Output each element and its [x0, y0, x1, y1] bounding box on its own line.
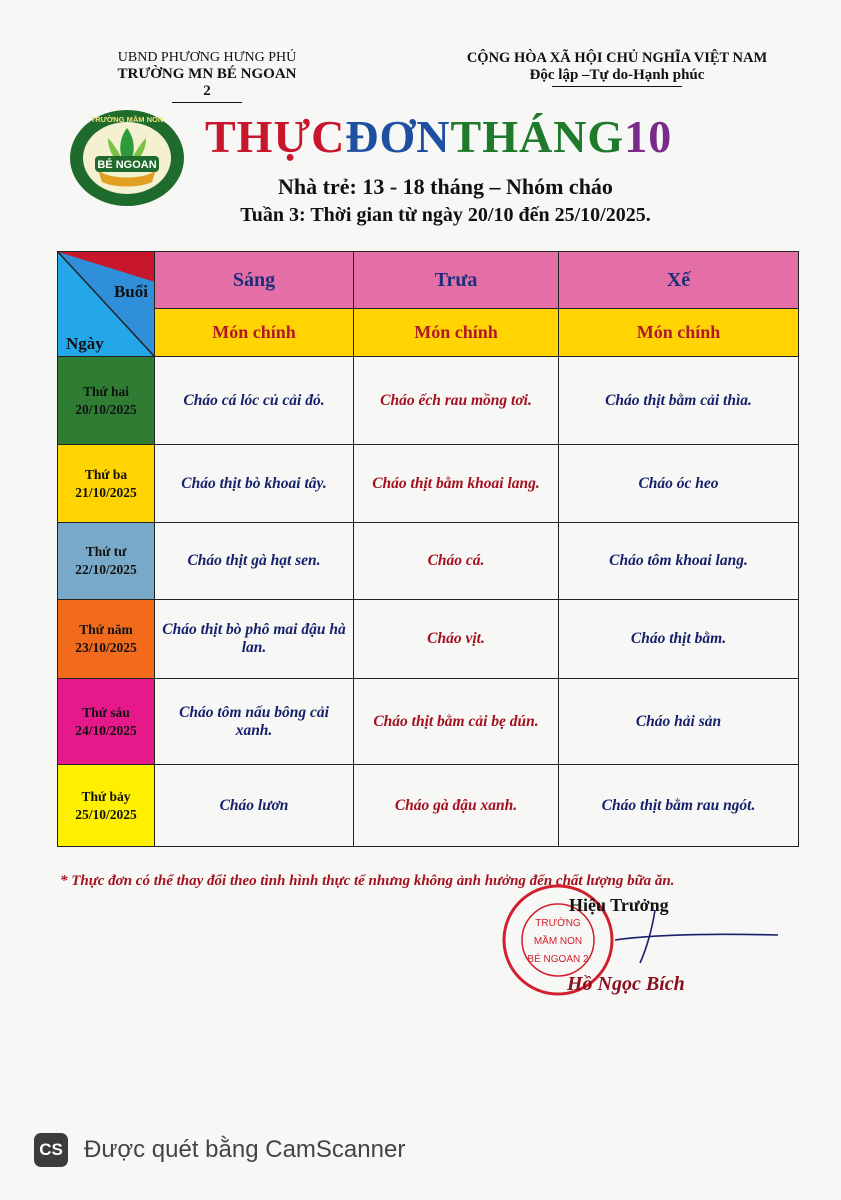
ward-name: UBND PHƯƠNG HƯNG PHÚ: [117, 50, 297, 65]
motto-divider: [552, 86, 682, 87]
noon-dish: Cháo cá.: [354, 523, 559, 600]
day-name: Thứ tư: [85, 544, 127, 559]
principal-title: Hiệu Trưởng: [569, 895, 669, 915]
corner-header: [58, 252, 155, 357]
afternoon-dish: Cháo óc heo: [559, 445, 799, 523]
noon-dish: Cháo thịt bằm khoai lang.: [354, 445, 559, 523]
camscanner-watermark: Được quét bằng CamScanner: [84, 1136, 406, 1163]
motto: Độc lập –Tự do-Hạnh phúc: [529, 67, 705, 83]
day-cell: [58, 600, 155, 679]
morning-dish: Cháo thịt bò phô mai đậu hà lan.: [155, 600, 354, 679]
afternoon-dish: Cháo thịt bằm.: [559, 600, 799, 679]
table-row: [58, 445, 799, 523]
day-axis-label: Ngày: [66, 334, 104, 353]
morning-dish: Cháo thịt bò khoai tây.: [155, 445, 354, 523]
school-name: TRƯỜNG MN BÉ NGOAN 2: [117, 66, 297, 99]
day-date: 24/10/2025: [75, 722, 137, 738]
table-row: [58, 523, 799, 600]
day-name: Thứ bảy: [81, 788, 131, 804]
country-name: CỘNG HÒA XÃ HỘI CHỦ NGHĨA VIỆT NAM: [466, 50, 768, 66]
week-range-subtitle: Tuần 3: Thời gian từ ngày 20/10 đến 25/10/2025.: [240, 204, 651, 226]
day-cell: [58, 357, 155, 445]
afternoon-dish: Cháo hải sản: [559, 679, 799, 765]
signature-stroke: [610, 905, 780, 965]
day-date: 20/10/2025: [75, 401, 137, 417]
title-part: 10: [624, 111, 673, 162]
session-header-afternoon: Xế: [559, 252, 799, 309]
day-name: Thứ năm: [79, 622, 133, 637]
main-dish-label: Món chính: [155, 309, 354, 357]
table-row: [58, 679, 799, 765]
day-name: Thứ ba: [84, 466, 128, 482]
day-name: Thứ hai: [83, 383, 129, 399]
noon-dish: Cháo ếch rau mồng tơi.: [354, 357, 559, 445]
day-date: 22/10/2025: [75, 562, 137, 577]
day-date: 25/10/2025: [75, 806, 137, 822]
morning-dish: Cháo thịt gà hạt sen.: [155, 523, 354, 600]
noon-dish: Cháo gà đậu xanh.: [354, 765, 559, 847]
camscanner-logo: CS: [34, 1133, 68, 1167]
school-header: [112, 50, 302, 103]
day-date: 21/10/2025: [75, 484, 137, 500]
page-title: [205, 110, 672, 163]
table-row: [58, 765, 799, 847]
main-dish-label: Món chính: [559, 309, 799, 357]
session-header-noon: Trưa: [354, 252, 559, 309]
national-header: [432, 50, 802, 87]
day-cell: [58, 523, 155, 600]
day-name: Thứ sáu: [82, 704, 130, 720]
session-axis-label: Buổi: [113, 282, 148, 301]
morning-dish: Cháo tôm nấu bông cải xanh.: [155, 679, 354, 765]
day-cell: [58, 679, 155, 765]
afternoon-dish: Cháo thịt bằm rau ngót.: [559, 765, 799, 847]
title-part: ĐƠN: [345, 111, 451, 162]
day-cell: [58, 765, 155, 847]
noon-dish: Cháo vịt.: [354, 600, 559, 679]
logo-arc-text: TRƯỜNG MẦM NON: [90, 115, 164, 124]
morning-dish: Cháo cá lóc củ cải đỏ.: [155, 357, 354, 445]
day-date: 23/10/2025: [75, 640, 137, 655]
menu-table: [57, 251, 799, 847]
afternoon-dish: Cháo tôm khoai lang.: [559, 523, 799, 600]
stamp-line: TRƯỜNG: [535, 918, 581, 929]
title-part: THÁNG: [450, 111, 625, 162]
morning-dish: Cháo lươn: [155, 765, 354, 847]
title-part: THỰC: [205, 111, 346, 162]
menu-note: * Thực đơn có thể thay đổi theo tình hình thực tế nhưng không ảnh hưởng đến chất lượng bữa ăn.: [60, 873, 675, 889]
stamp-line: MẦM NON: [533, 936, 583, 947]
day-cell: [58, 445, 155, 523]
header-divider: [172, 102, 242, 103]
age-group-subtitle: Nhà trẻ: 13 - 18 tháng – Nhóm cháo: [278, 174, 613, 199]
afternoon-dish: Cháo thịt bằm cải thìa.: [559, 357, 799, 445]
noon-dish: Cháo thịt bằm cải bẹ dún.: [354, 679, 559, 765]
principal-name: Hồ Ngọc Bích: [567, 973, 685, 995]
table-row: [58, 600, 799, 679]
session-header-morning: Sáng: [155, 252, 354, 309]
main-dish-label: Món chính: [354, 309, 559, 357]
table-row: [58, 357, 799, 445]
stamp-line: BÉ NGOAN 2: [527, 954, 589, 965]
logo-name: BÉ NGOAN: [97, 159, 157, 171]
